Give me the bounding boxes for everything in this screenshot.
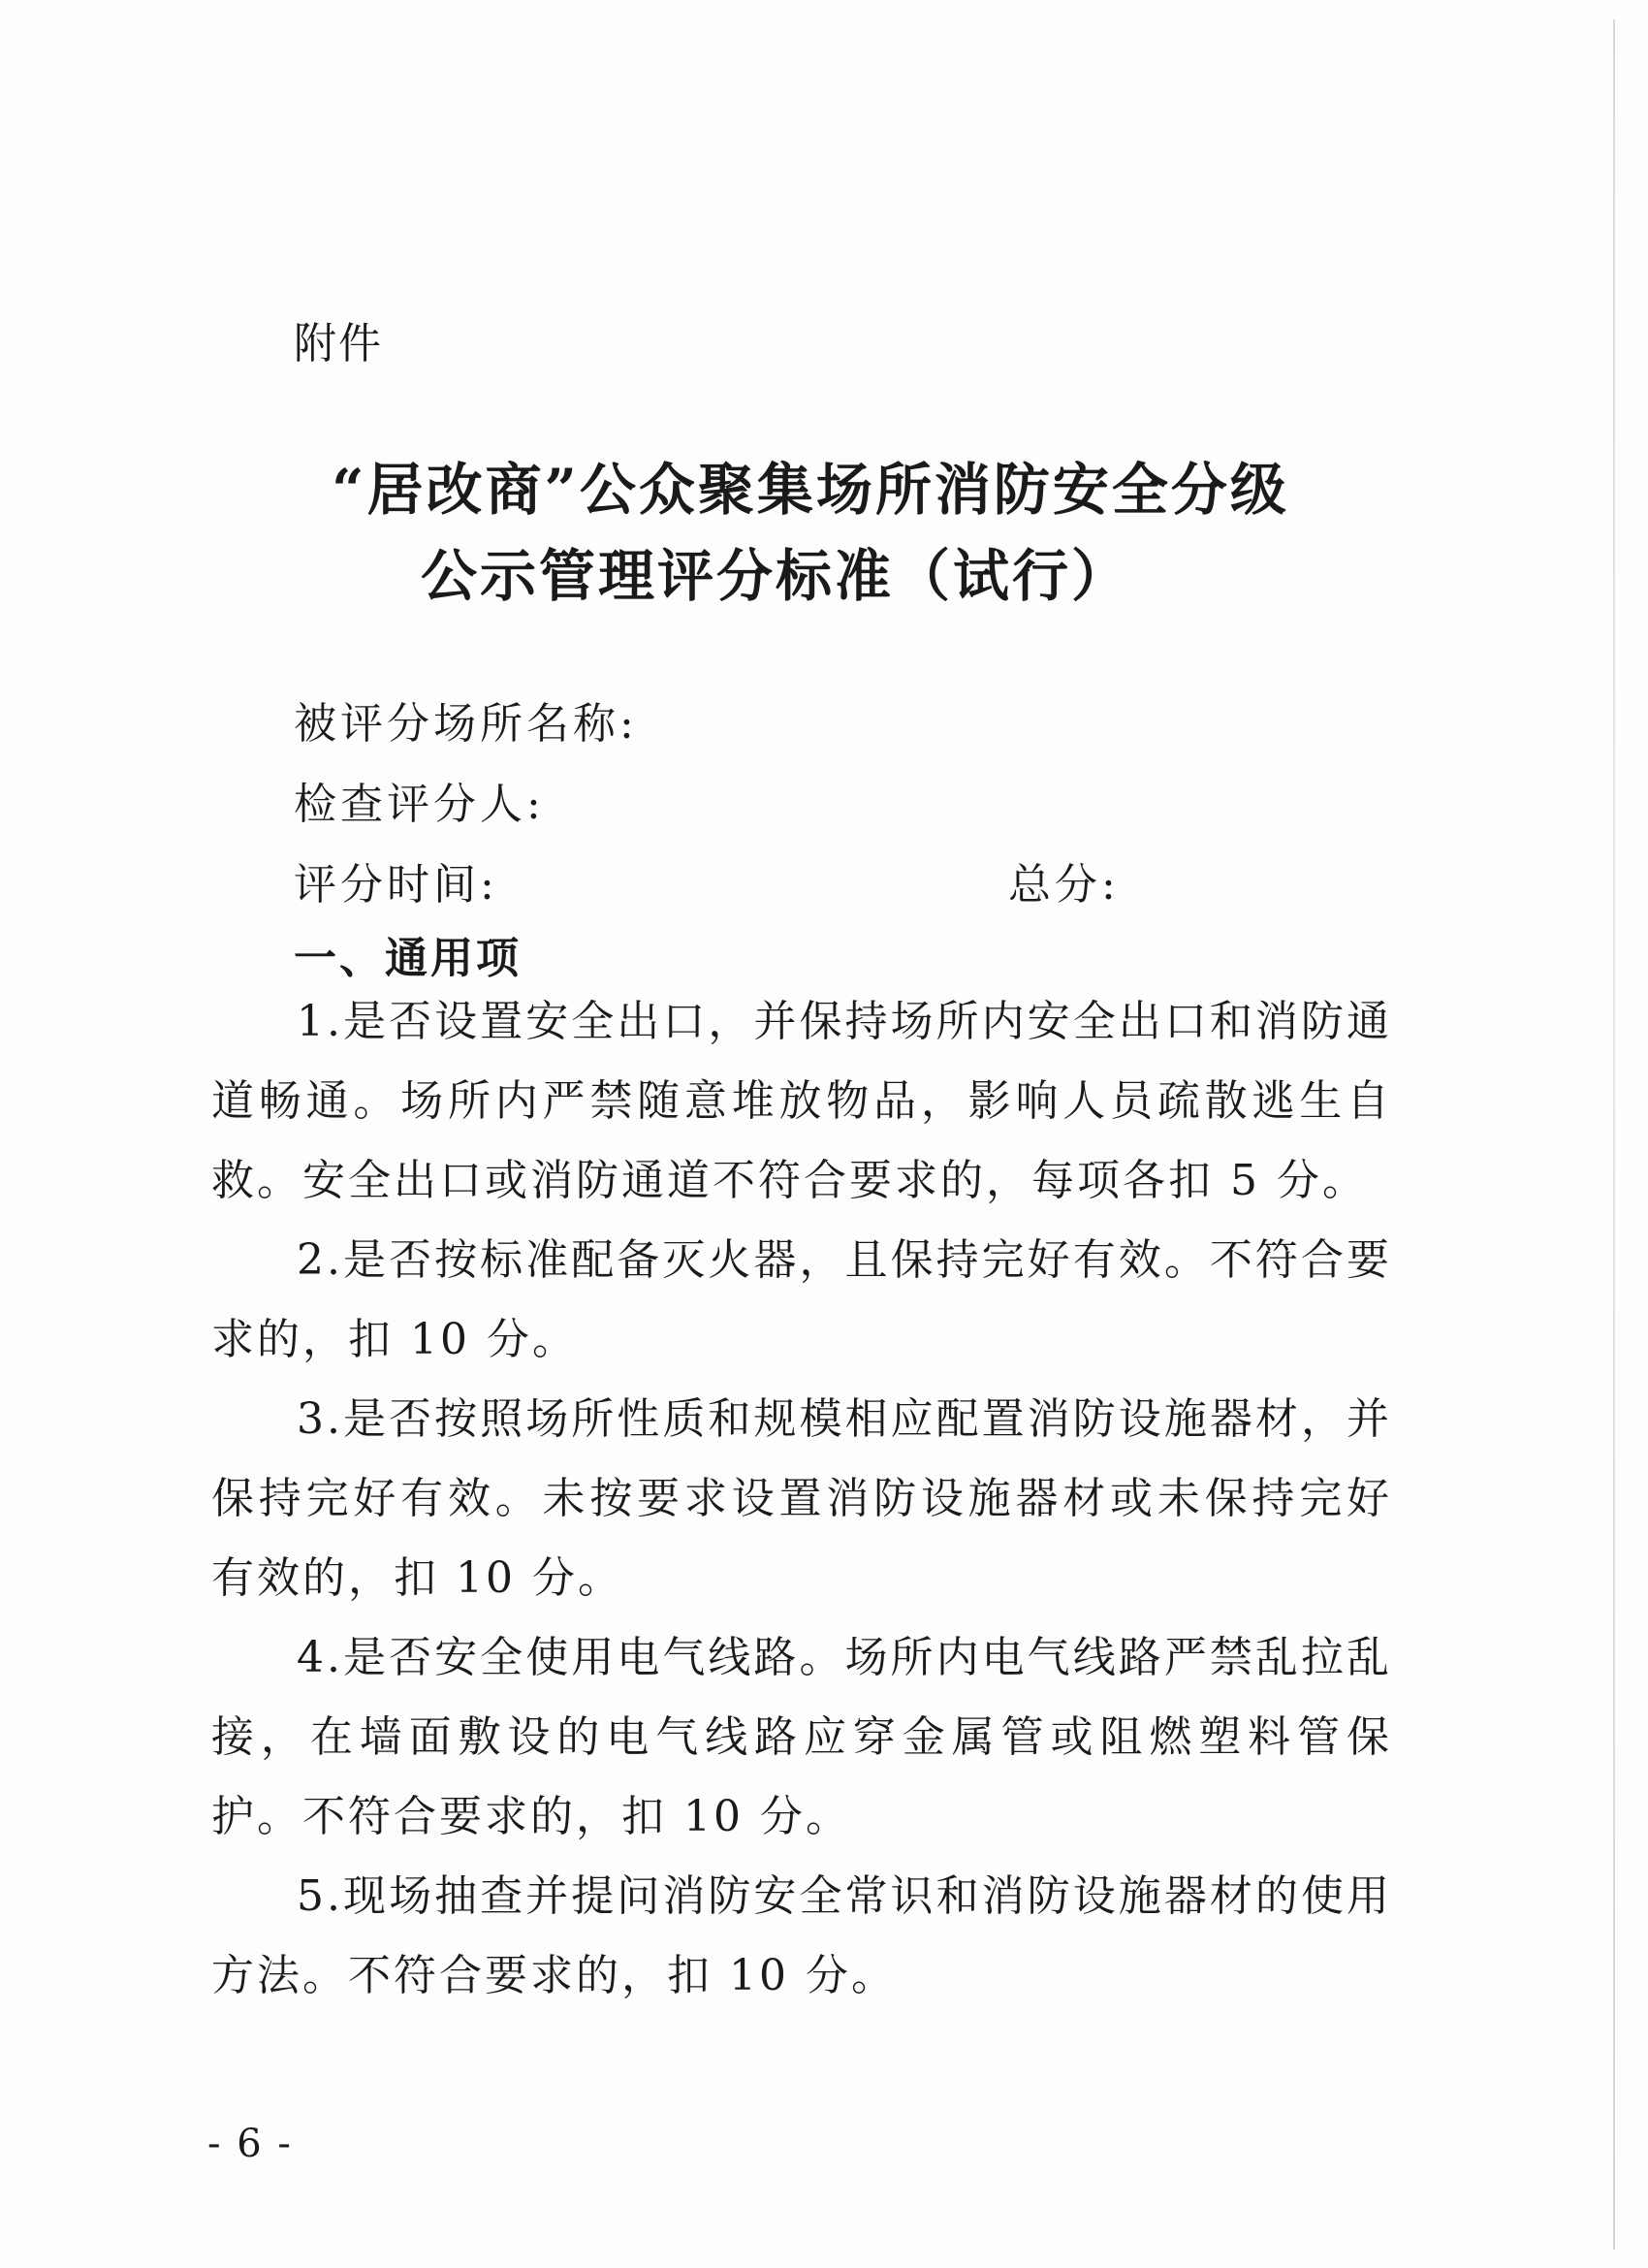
criterion-item-3: 3.是否按照场所性质和规模相应配置消防设施器材，并保持完好有效。未按要求设置消防设施器材或未保持完好有效的，扣 10 分。 [211, 1394, 1392, 1603]
document-title-line-1: “居改商”公众聚集场所消防安全分级 [332, 457, 1289, 523]
inspector-field: 检查评分人: [294, 780, 545, 829]
criterion-item-2: 2.是否按标准配备灭火器，且保持完好有效。不符合要求的，扣 10 分。 [211, 1235, 1392, 1364]
page-number: - 6 - [207, 2122, 293, 2166]
criterion-item-5: 5.现场抽查并提问消防安全常识和消防设施器材的使用方法。不符合要求的，扣 10 分。 [211, 1871, 1392, 2000]
criterion-item-1: 1.是否设置安全出口，并保持场所内安全出口和消防通道畅通。场所内严禁随意堆放物品，影响人员疏散逃生自救。安全出口或消防通道不符合要求的，每项各扣 5 分。 [211, 997, 1392, 1205]
total-score-field: 总分: [1008, 860, 1120, 910]
criterion-item-4: 4.是否安全使用电气线路。场所内电气线路严禁乱拉乱接，在墙面敷设的电气线路应穿金属管或阻燃塑料管保护。不符合要求的，扣 10 分。 [211, 1633, 1392, 1841]
venue-name-field: 被评分场所名称: [294, 699, 638, 749]
attachment-label: 附件 [294, 319, 383, 368]
scoring-time-field: 评分时间: [294, 860, 498, 910]
document-title-line-2: 公示管理评分标准（试行） [420, 543, 1130, 609]
section-heading-general: 一、通用项 [294, 934, 522, 983]
scan-edge-line [1613, 19, 1615, 2250]
